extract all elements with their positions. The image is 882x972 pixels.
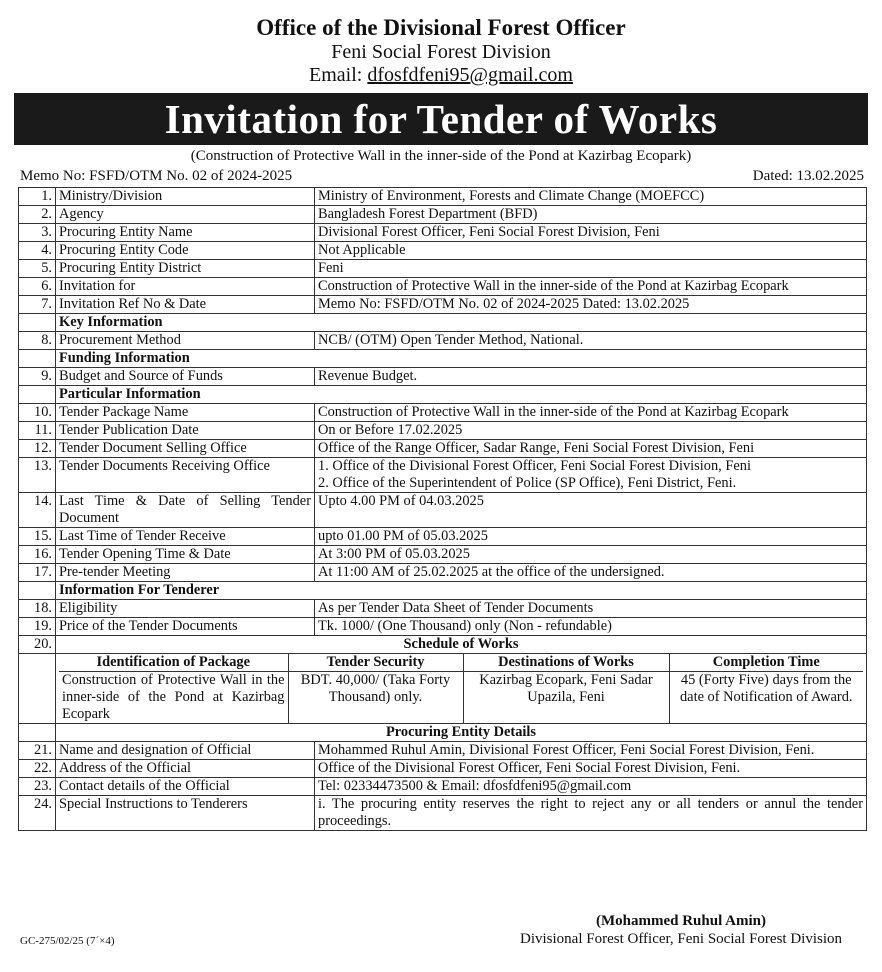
row-number: 17. bbox=[19, 564, 56, 582]
section-row bbox=[19, 314, 867, 332]
tender-details-table bbox=[18, 187, 867, 831]
table-row bbox=[19, 564, 867, 582]
row-value: NCB/ (OTM) Open Tender Method, National. bbox=[315, 332, 867, 350]
row-value: Not Applicable bbox=[315, 242, 867, 260]
section-row bbox=[19, 724, 867, 742]
row-label: Tender Publication Date bbox=[56, 422, 315, 440]
row-label: Name and designation of Official bbox=[56, 742, 315, 760]
table-row bbox=[19, 440, 867, 458]
row-label: Address of the Official bbox=[56, 760, 315, 778]
row-number: 22. bbox=[19, 760, 56, 778]
gc-reference: GC-275/02/25 (7´×4) bbox=[20, 935, 115, 947]
table-row bbox=[19, 224, 867, 242]
row-label: Tender Opening Time & Date bbox=[56, 546, 315, 564]
row-number: 23. bbox=[19, 778, 56, 796]
row-label: Eligibility bbox=[56, 600, 315, 618]
row-number: 14. bbox=[19, 493, 56, 528]
row-label: Tender Document Selling Office bbox=[56, 440, 315, 458]
row-value: Upto 4.00 PM of 04.03.2025 bbox=[315, 493, 867, 528]
table-row bbox=[19, 242, 867, 260]
table-row bbox=[19, 600, 867, 618]
row-value: At 3:00 PM of 05.03.2025 bbox=[315, 546, 867, 564]
row-number: 9. bbox=[19, 368, 56, 386]
row-value: Divisional Forest Officer, Feni Social Forest Division, Feni bbox=[315, 224, 867, 242]
row-label: Ministry/Division bbox=[56, 188, 315, 206]
row-number: 5. bbox=[19, 260, 56, 278]
table-row bbox=[19, 404, 867, 422]
table-row bbox=[19, 458, 867, 493]
row-value: Office of the Range Officer, Sadar Range, Feni Social Forest Division, Feni bbox=[315, 440, 867, 458]
email-link[interactable]: dfosfdfeni95@gmail.com bbox=[367, 64, 573, 86]
row-label: Tender Package Name bbox=[56, 404, 315, 422]
table-row bbox=[19, 742, 867, 760]
table-row bbox=[19, 278, 867, 296]
row-value: Feni bbox=[315, 260, 867, 278]
row-number: 1. bbox=[19, 188, 56, 206]
row-label: Last Time & Date of Selling Tender Document bbox=[56, 493, 315, 528]
office-title: Office of the Divisional Forest Officer bbox=[256, 15, 626, 40]
row-value: Ministry of Environment, Forests and Climate Change (MOEFCC) bbox=[315, 188, 867, 206]
row-value: upto 01.00 PM of 05.03.2025 bbox=[315, 528, 867, 546]
row-number: 16. bbox=[19, 546, 56, 564]
row-value: Construction of Protective Wall in the inner-side of the Pond at Kazirbag Ecopark bbox=[315, 404, 867, 422]
table-row bbox=[19, 260, 867, 278]
row-number: 8. bbox=[19, 332, 56, 350]
section-heading: Funding Information bbox=[56, 350, 867, 368]
section-row bbox=[19, 386, 867, 404]
schedule-row bbox=[19, 654, 867, 724]
row-label: Procurement Method bbox=[56, 332, 315, 350]
table-row bbox=[19, 760, 867, 778]
schedule-cell bbox=[56, 654, 867, 724]
table-row bbox=[19, 332, 867, 350]
row-number: 3. bbox=[19, 224, 56, 242]
row-number: 4. bbox=[19, 242, 56, 260]
work-destination: Kazirbag Ecopark, Feni Sadar Upazila, Feni bbox=[463, 672, 669, 724]
row-value: Office of the Divisional Forest Officer, Feni Social Forest Division, Feni. bbox=[315, 760, 867, 778]
header bbox=[0, 0, 882, 87]
column-header: Destinations of Works bbox=[463, 654, 669, 672]
row-value: Tel: 02334473500 & Email: dfosfdfeni95@gmail.com bbox=[315, 778, 867, 796]
schedule-table bbox=[59, 654, 863, 723]
row-label: Price of the Tender Documents bbox=[56, 618, 315, 636]
column-header: Identification of Package bbox=[59, 654, 288, 672]
row-number: 13. bbox=[19, 458, 56, 493]
row-label: Invitation for bbox=[56, 278, 315, 296]
completion-time: 45 (Forty Five) days from the date of Notification of Award. bbox=[669, 672, 863, 724]
row-number: 12. bbox=[19, 440, 56, 458]
email-line bbox=[0, 64, 882, 87]
row-number: 19. bbox=[19, 618, 56, 636]
row-number: 10. bbox=[19, 404, 56, 422]
row-label: Budget and Source of Funds bbox=[56, 368, 315, 386]
schedule-header-row bbox=[59, 654, 863, 672]
row-label: Invitation Ref No & Date bbox=[56, 296, 315, 314]
row-value: Tk. 1000/ (One Thousand) only (Non - refundable) bbox=[315, 618, 867, 636]
row-value: Mohammed Ruhul Amin, Divisional Forest Officer, Feni Social Forest Division, Feni. bbox=[315, 742, 867, 760]
signature-block bbox=[520, 912, 842, 948]
row-label: Tender Documents Receiving Office bbox=[56, 458, 315, 493]
memo-number: Memo No: FSFD/OTM No. 02 of 2024-2025 bbox=[20, 168, 293, 184]
table-row bbox=[19, 422, 867, 440]
row-number: 6. bbox=[19, 278, 56, 296]
table-row bbox=[19, 796, 867, 831]
section-heading: Information For Tenderer bbox=[56, 582, 867, 600]
division-name: Feni Social Forest Division bbox=[331, 41, 551, 63]
memo-row bbox=[0, 165, 882, 185]
column-header: Tender Security bbox=[288, 654, 463, 672]
row-value: Revenue Budget. bbox=[315, 368, 867, 386]
row-label: Procuring Entity Code bbox=[56, 242, 315, 260]
row-value: On or Before 17.02.2025 bbox=[315, 422, 867, 440]
row-value: Memo No: FSFD/OTM No. 02 of 2024-2025 Dated: 13.02.2025 bbox=[315, 296, 867, 314]
section-heading: Particular Information bbox=[56, 386, 867, 404]
row-label: Procuring Entity Name bbox=[56, 224, 315, 242]
table-row bbox=[19, 618, 867, 636]
row-value: Bangladesh Forest Department (BFD) bbox=[315, 206, 867, 224]
row-label: Pre-tender Meeting bbox=[56, 564, 315, 582]
row-number: 21. bbox=[19, 742, 56, 760]
signatory-title: Divisional Forest Officer, Feni Social Forest Division bbox=[519, 931, 842, 947]
row-value: i. The procuring entity reserves the right to reject any or all tenders or annul the tender proceedings. bbox=[315, 796, 867, 831]
row-value: As per Tender Data Sheet of Tender Documents bbox=[315, 600, 867, 618]
section-row bbox=[19, 350, 867, 368]
table-row bbox=[19, 778, 867, 796]
row-number: 7. bbox=[19, 296, 56, 314]
row-number: 18. bbox=[19, 600, 56, 618]
table-row bbox=[19, 546, 867, 564]
tender-security: BDT. 40,000/ (Taka Forty Thousand) only. bbox=[288, 672, 463, 724]
row-label: Agency bbox=[56, 206, 315, 224]
list-item: 1. Office of the Divisional Forest Officer, Feni Social Forest Division, Feni bbox=[318, 458, 751, 474]
row-value: Construction of Protective Wall in the inner-side of the Pond at Kazirbag Ecopark bbox=[315, 278, 867, 296]
row-value bbox=[315, 458, 867, 493]
table-row bbox=[19, 528, 867, 546]
row-number: 24. bbox=[19, 796, 56, 831]
table-row bbox=[19, 296, 867, 314]
section-heading: Key Information bbox=[56, 314, 867, 332]
row-number: 20. bbox=[19, 636, 56, 654]
list-item: 2. Office of the Superintendent of Police (SP Office), Feni District, Feni. bbox=[318, 475, 737, 491]
row-number: 2. bbox=[19, 206, 56, 224]
page-title-banner: Invitation for Tender of Works bbox=[14, 93, 868, 145]
schedule-heading: Schedule of Works bbox=[56, 636, 867, 654]
column-header: Completion Time bbox=[669, 654, 863, 672]
row-number: 15. bbox=[19, 528, 56, 546]
table-row bbox=[19, 493, 867, 528]
section-heading: Procuring Entity Details bbox=[56, 724, 867, 742]
row-label: Special Instructions to Tenderers bbox=[56, 796, 315, 831]
row-number: 11. bbox=[19, 422, 56, 440]
subtitle: (Construction of Protective Wall in the inner-side of the Pond at Kazirbag Ecopark) bbox=[190, 148, 692, 164]
row-label: Contact details of the Official bbox=[56, 778, 315, 796]
email-label: Email: bbox=[309, 64, 368, 86]
row-label: Procuring Entity District bbox=[56, 260, 315, 278]
table-row bbox=[19, 636, 867, 654]
table-row bbox=[19, 206, 867, 224]
table-row bbox=[19, 368, 867, 386]
schedule-data-row bbox=[59, 672, 863, 724]
package-identification: Construction of Protective Wall in the inner-side of the Pond at Kazirbag Ecopark bbox=[59, 672, 288, 724]
signatory-name: (Mohammed Ruhul Amin) bbox=[595, 913, 766, 929]
memo-date: Dated: 13.02.2025 bbox=[752, 168, 864, 184]
table-row bbox=[19, 188, 867, 206]
row-value: At 11:00 AM of 25.02.2025 at the office of the undersigned. bbox=[315, 564, 867, 582]
section-row bbox=[19, 582, 867, 600]
row-label: Last Time of Tender Receive bbox=[56, 528, 315, 546]
